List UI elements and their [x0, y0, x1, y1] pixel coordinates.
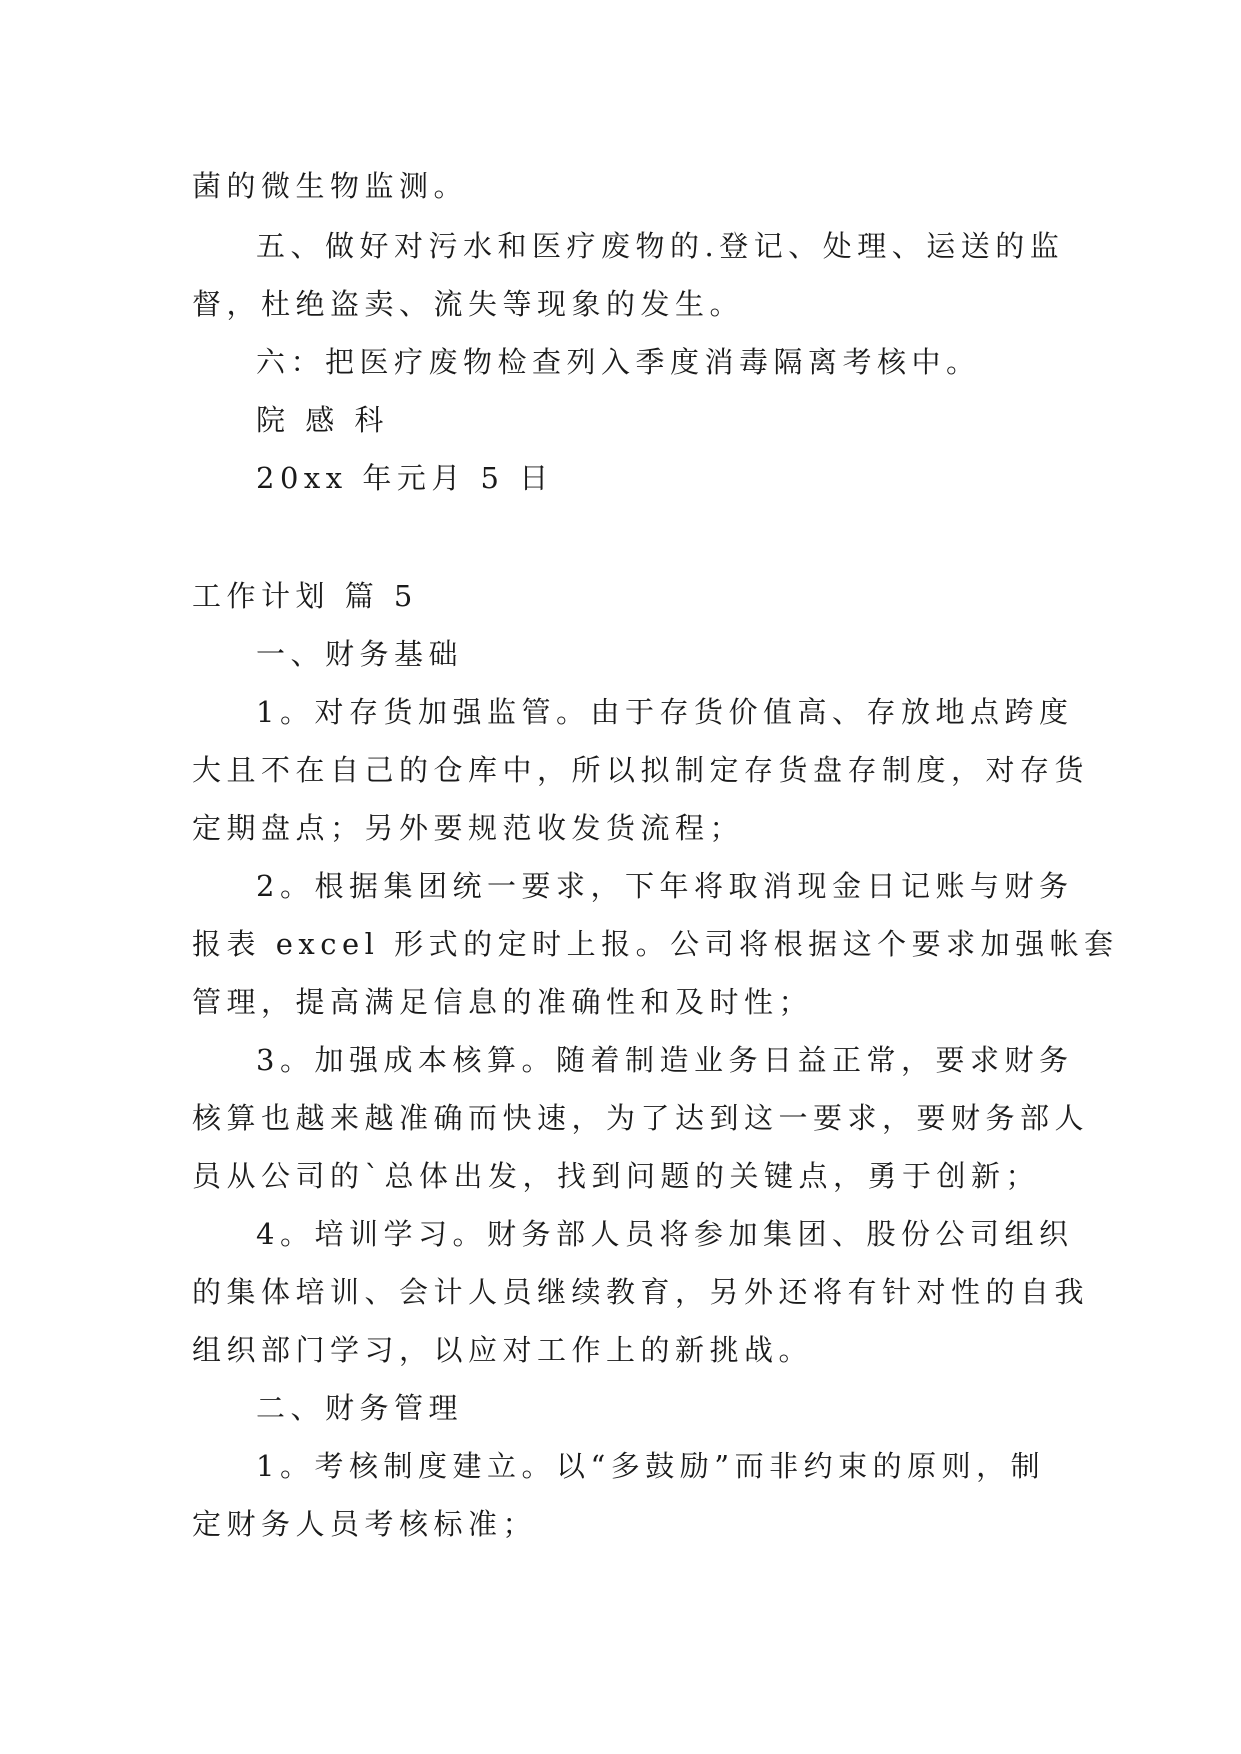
paragraph-line: 六：把医疗废物检查列入季度消毒隔离考核中。	[256, 345, 981, 379]
paragraph-line: 员从公司的`总体出发，找到问题的关键点，勇于创新；	[192, 1159, 1041, 1193]
paragraph-line: 3。加强成本核算。随着制造业务日益正常，要求财务	[256, 1043, 1074, 1077]
paragraph-line: 2。根据集团统一要求，下年将取消现金日记账与财务	[256, 869, 1074, 903]
paragraph-line: 定期盘点；另外要规范收发货流程；	[192, 811, 745, 845]
paragraph-line: 报表 excel 形式的定时上报。公司将根据这个要求加强帐套	[192, 927, 1119, 961]
section-heading: 工作计划 篇 5	[192, 579, 418, 613]
paragraph-line: 的集体培训、会计人员继续教育，另外还将有针对性的自我	[192, 1275, 1090, 1309]
paragraph-line: 督，杜绝盗卖、流失等现象的发生。	[192, 287, 745, 321]
paragraph-line: 大且不在自己的仓库中，所以拟制定存货盘存制度，对存货	[192, 753, 1090, 787]
paragraph-line: 1。对存货加强监管。由于存货价值高、存放地点跨度	[256, 695, 1074, 729]
paragraph-line: 定财务人员考核标准；	[192, 1507, 538, 1541]
signature-department: 院 感 科	[256, 403, 389, 437]
paragraph-line: 1。考核制度建立。以“多鼓励”而非约束的原则，制	[256, 1449, 1046, 1483]
subsection-heading: 二、财务管理	[256, 1391, 464, 1425]
paragraph-line: 核算也越来越准确而快速，为了达到这一要求，要财务部人	[192, 1101, 1090, 1135]
paragraph-line: 管理，提高满足信息的准确性和及时性；	[192, 985, 814, 1019]
paragraph-line: 菌的微生物监测。	[192, 169, 469, 203]
signature-date: 20xx 年元月 5 日	[256, 461, 554, 495]
paragraph-line: 组织部门学习，以应对工作上的新挑战。	[192, 1333, 814, 1367]
paragraph-line: 五、做好对污水和医疗废物的.登记、处理、运送的监	[256, 229, 1065, 263]
paragraph-line: 4。培训学习。财务部人员将参加集团、股份公司组织	[256, 1217, 1074, 1251]
subsection-heading: 一、财务基础	[256, 637, 464, 671]
